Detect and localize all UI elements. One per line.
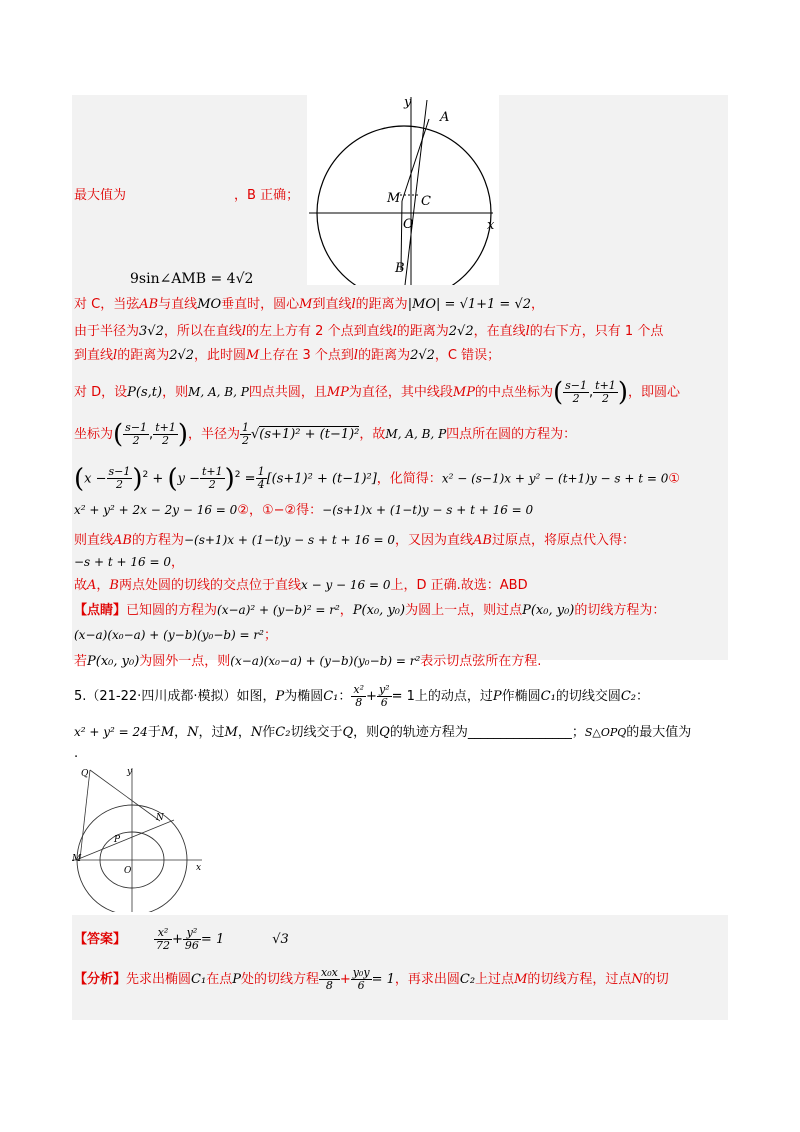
answer-blank[interactable]: ________________ [467, 725, 572, 740]
option-c-line1: 对 C，当弦AB与直线MO垂直时，圆心M到直线l的距离为|MO| = √1+1 = √2， [74, 297, 545, 312]
analysis-line: 【分析】先求出椭圆C₁在点P处的切线方程 $\frac{\text{x₀x}}{8}$ + $\frac{\text{y₀y}}{6}$ = 1，再求出圆C₂上过点M的切线方程，过点N的切 [74, 966, 669, 992]
tip-line2: (x−a)(x₀−a) + (y−b)(y₀−b) = r²； [74, 628, 277, 643]
formula-sin: 9sin∠AMB = 4√2 [130, 271, 254, 287]
tip-line3: 若P(x₀, y₀)为圆外一点，则(x−a)(x₀−a) + (y−b)(y₀−b) = r²表示切点弦所在方程. [74, 654, 542, 669]
fig1-label-c: C [421, 194, 431, 209]
option-d-line6: −s + t + 16 = 0， [74, 555, 185, 570]
fig1-label-o: O [403, 217, 414, 232]
text-max-value: 最大值为 ，B 正确； [74, 188, 300, 203]
fig1-label-m: M [387, 191, 401, 206]
fig2-label-n: N [156, 813, 164, 823]
option-c-line2: 由于半径为3√2，所以在直线l的左上方有 2 个点到直线l的距离为2√2，在直线l的右下方，只有 1 个点 [74, 324, 664, 339]
option-d-line5: 则直线AB的方程为−(s+1)x + (1−t)y − s + t + 16 = 0，又因为直线AB过原点，将原点代入得： [74, 533, 635, 548]
fig2-label-q: Q [81, 769, 89, 779]
figure-ellipse-diagram [72, 762, 212, 912]
fig2-label-m: M [72, 854, 82, 864]
option-d-line2: 坐标为( $\frac{s-1}{2}$ , $\frac{t+1}{2}$ )，半径为 $\frac{1}{2}$ √(s+1)² + (t−1)²，故M, A, B, P四点所在圆的方程为： [74, 419, 577, 450]
option-d-eq2: x² + y² + 2x − 2y − 16 = 0②，①−②得：−(s+1)x + (1−t)y − s + t + 16 = 0 [74, 503, 534, 518]
question-5-dot: . [74, 746, 79, 761]
fig2-label-p: P [114, 835, 121, 845]
question-5-line2: x² + y² = 24于M，N，过M，N作C₂切线交于Q，则Q的轨迹方程为________________；S△OPQ的最大值为 [74, 725, 692, 740]
option-d-line7: 故A，B两点处圆的切线的交点位于直线x − y − 16 = 0上，D 正确.故选：ABD [74, 578, 528, 593]
option-c-line3: 到直线l的距离为2√2，此时圆M上存在 3 个点到l的距离为2√2，C 错误； [74, 348, 501, 363]
tip-line1: 【点睛】已知圆的方程为(x−a)² + (y−b)² = r²，P(x₀, y₀)为圆上一点，则过点P(x₀, y₀)的切线方程为： [74, 603, 666, 618]
fig2-label-o: O [124, 866, 132, 876]
fig1-label-x: x [487, 218, 495, 233]
fig2-label-x: x [196, 863, 202, 873]
fig1-label-y: y [404, 95, 412, 110]
fig1-label-b: B [395, 261, 405, 276]
figure-circle-diagram [307, 95, 499, 285]
answer-line: 【答案】 $\frac{\text{x²}}{72}$ + $\frac{\text{y²}}{96}$ = 1 √3 [74, 926, 289, 952]
option-d-line1: 对 D，设P(s,t)，则M, A, B, P四点共圆，且MP为直径，其中线段MP的中点坐标为( $\frac{s-1}{2}$ , $\frac{t+1}{2}$ )，即圆心 [74, 377, 680, 408]
fig2-label-y: y [127, 767, 133, 777]
question-5-line1: 5.（21-22·四川成都·模拟）如图，P为椭圆C₁： $\frac{\text{x²}}{8}$ + $\frac{\text{y²}}{6}$ = 1上的动点，过P作椭圆C₁的切线交圆C₂： [74, 683, 650, 709]
option-d-eq1: (x − $\frac{s-1}{2}$ )$^2$ + (y − $\frac{t+1}{2}$ )$^2$ = $\frac{1}{4}$ [(s+1)² + (t−1)²]，化简得：x² − (s−1)x + y² − (t+1)y − s + t = 0① [74, 463, 680, 494]
fig1-label-a: A [440, 110, 450, 125]
